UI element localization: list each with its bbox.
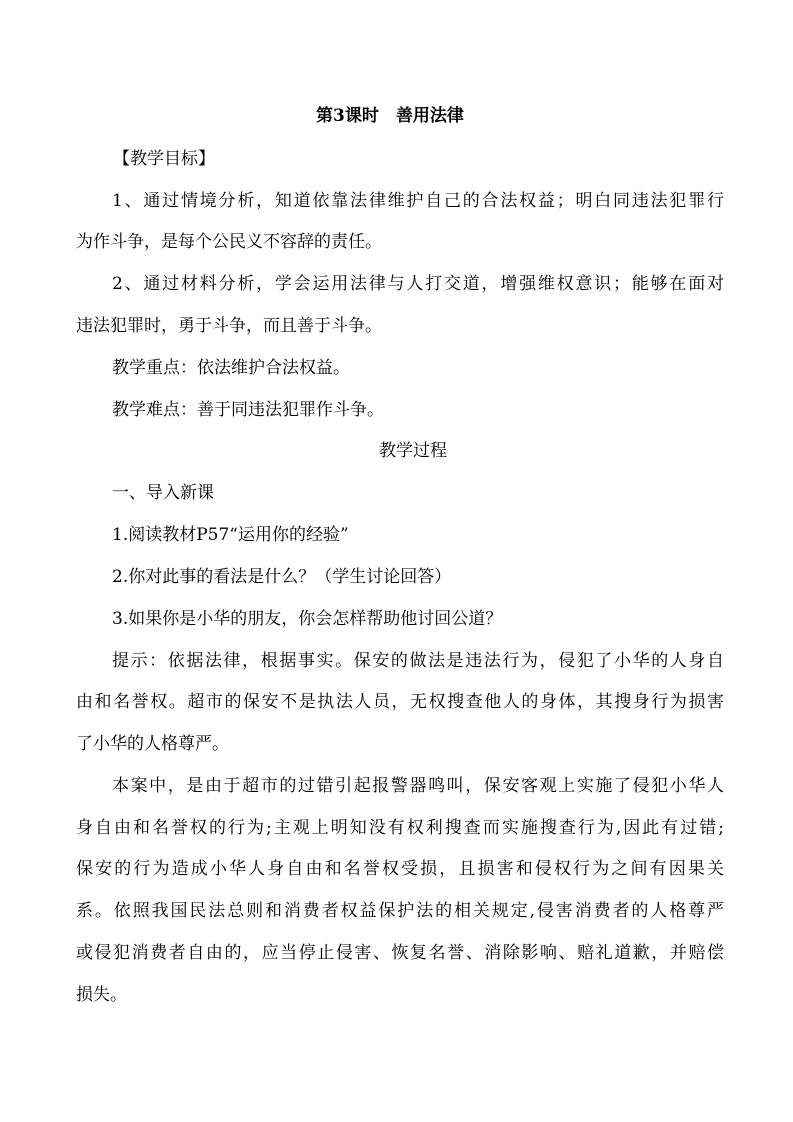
case-line-2: 身自由和名誉权的行为;主观上明知没有权利搜查而实施搜查行为,因此有过错; (76, 818, 724, 838)
hint-line-3: 了小华的人格尊严。 (76, 734, 229, 754)
step-1: 1.阅读教材P57“运用你的经验” (112, 525, 349, 545)
case-line-1: 本案中，是由于超市的过错引起报警器鸣叫，保安客观上实施了侵犯小华人 (112, 776, 724, 796)
process-heading: 教学过程 (379, 441, 447, 461)
difficulty: 教学难点：善于同违法犯罪作斗争。 (112, 400, 384, 420)
page-title: 第3课时 善用法律 (316, 106, 464, 126)
case-line-5: 或侵犯消费者自由的，应当停止侵害、恢复名誉、消除影响、赔礼道歉，并赔偿 (76, 943, 724, 963)
case-line-6: 损失。 (76, 985, 127, 1005)
objectives-heading: 【教学目标】 (113, 149, 215, 169)
case-line-4: 系。依照我国民法总则和消费者权益保护法的相关规定,侵害消费者的人格尊严 (76, 901, 724, 921)
section-1-heading: 一、导入新课 (112, 483, 214, 503)
hint-line-1: 提示：依据法律，根据事实。保安的做法是违法行为，侵犯了小华的人身自 (112, 651, 724, 671)
hint-line-2: 由和名誉权。超市的保安不是执法人员，无权搜查他人的身体，其搜身行为损害 (76, 692, 724, 712)
objective-1-line-2: 为作斗争，是每个公民义不容辞的责任。 (76, 232, 382, 252)
step-3: 3.如果你是小华的朋友，你会怎样帮助他讨回公道？ (112, 609, 503, 629)
case-line-3: 保安的行为造成小华人身自由和名誉权受损，且损害和侵权行为之间有因果关 (76, 859, 724, 879)
objective-1-line-1: 1、通过情境分析，知道依靠法律维护自己的合法权益；明白同违法犯罪行 (112, 191, 724, 211)
objective-2-line-2: 违法犯罪时，勇于斗争，而且善于斗争。 (76, 316, 382, 336)
objective-2-line-1: 2、通过材料分析，学会运用法律与人打交道，增强维权意识；能够在面对 (112, 274, 724, 294)
key-point: 教学重点：依法维护合法权益。 (112, 358, 350, 378)
step-2: 2.你对此事的看法是什么？（学生讨论回答） (112, 567, 452, 587)
